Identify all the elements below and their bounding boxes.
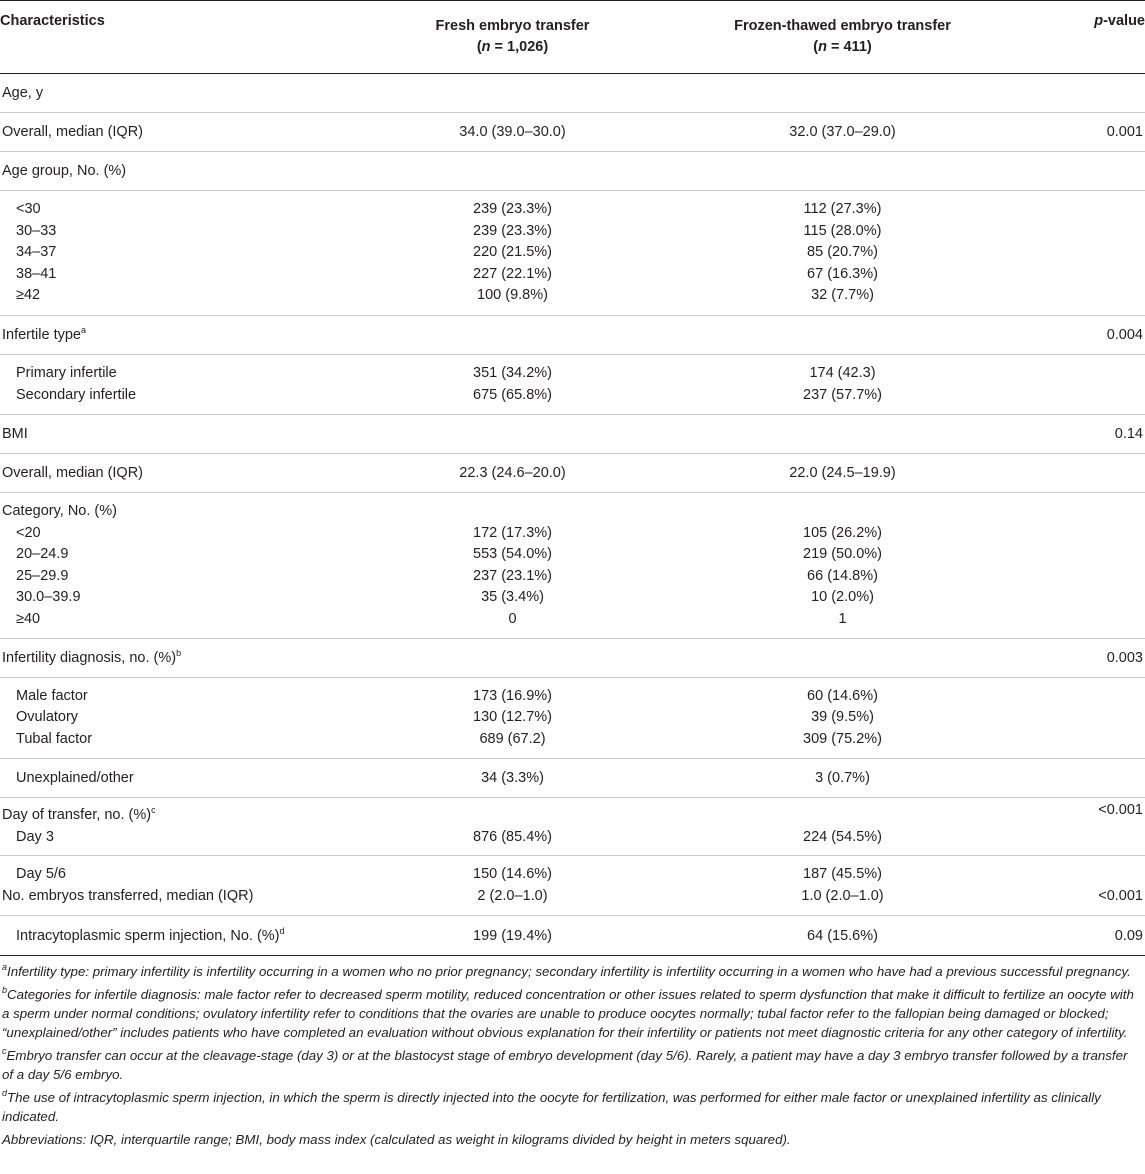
age-overall-p: 0.001	[1015, 113, 1145, 152]
header-fresh-n: (n = 1,026)	[476, 39, 549, 55]
diagnosis-label: Ovulatory	[16, 709, 79, 726]
age-overall-fresh: 34.0 (39.0–30.0)	[355, 113, 670, 152]
table-row	[0, 493, 1145, 639]
table-row	[0, 74, 1145, 113]
infertile-type-label: Primary infertile	[16, 365, 117, 381]
table-row	[0, 113, 1145, 152]
age-group-frozen: 85 (20.7%)	[807, 244, 878, 261]
bmi-category-fresh: 553 (54.0%)	[473, 546, 552, 562]
infertile-type-title: Infertile type	[2, 327, 81, 343]
age-group-label-item: 30–33	[16, 222, 57, 239]
header-fresh-title: Fresh embryo transfer	[435, 18, 590, 34]
footnote-marker: c	[151, 805, 156, 815]
footnote-c: $^c$Embryo transfer can occur at the cleavage-stage (day 3) or at the blastocyst stage of embryo development (day 5/6). Rarely, a patient may have a day 3 embryo transfer followed by a transfer of a day 5/6 embryo.	[2, 1046, 1128, 1082]
diagnosis-fresh: 173 (16.9%)	[473, 687, 552, 704]
bmi-category-frozen: 1	[838, 610, 847, 627]
bmi-category-item: 20–24.9	[16, 546, 69, 562]
bmi-category-item: <20	[16, 524, 41, 541]
transfer-day-p: <0.001	[1015, 798, 1145, 856]
bmi-overall-label: Overall, median (IQR)	[0, 454, 355, 493]
age-group-fresh: 220 (21.5%)	[473, 244, 552, 261]
header-p-value: p-value	[1015, 1, 1145, 74]
embryos-label: No. embryos transferred, median (IQR)	[2, 887, 254, 904]
age-group-fresh: 239 (23.3%)	[473, 201, 552, 218]
icsi-fresh: 199 (19.4%)	[355, 916, 670, 956]
transfer-day56-fresh: 150 (14.6%)	[473, 866, 552, 882]
diagnosis-other-fresh: 34 (3.3%)	[355, 759, 670, 798]
table-row	[0, 916, 1145, 956]
infertile-type-fresh: 675 (65.8%)	[473, 386, 552, 403]
transfer-day3-frozen: 224 (54.5%)	[803, 828, 882, 845]
table-header-row	[0, 1, 1145, 74]
bmi-p: 0.14	[1015, 415, 1145, 454]
bmi-title: BMI	[0, 415, 355, 454]
icsi-frozen: 64 (15.6%)	[670, 916, 1015, 956]
age-group-frozen: 67 (16.3%)	[807, 265, 878, 282]
header-frozen	[670, 1, 1015, 74]
bmi-category-fresh: 35 (3.4%)	[481, 589, 544, 605]
diagnosis-title: Infertility diagnosis, no. (%)	[2, 650, 177, 666]
footnote-d: $^d$The use of intracytoplasmic sperm injection, in which the sperm is directly injected into the oocyte for fertilization, was performed for either male factor or unexplained infertility as clinically indicated.	[2, 1088, 1101, 1124]
age-overall-label: Overall, median (IQR)	[0, 113, 355, 152]
age-group-frozen: 32 (7.7%)	[811, 287, 874, 304]
bmi-overall-fresh: 22.3 (24.6–20.0)	[355, 454, 670, 493]
diagnosis-frozen: 39 (9.5%)	[811, 709, 874, 726]
age-group-label-item: ≥42	[16, 287, 41, 304]
bmi-category-fresh: 172 (17.3%)	[473, 524, 552, 541]
table-row	[0, 152, 1145, 191]
diagnosis-frozen: 60 (14.6%)	[807, 687, 878, 704]
infertile-type-fresh: 351 (34.2%)	[473, 365, 552, 381]
header-characteristics: Characteristics	[0, 1, 355, 74]
table-row	[0, 678, 1145, 759]
header-frozen-title: Frozen-thawed embryo transfer	[734, 18, 951, 34]
bmi-category-item: 25–29.9	[16, 567, 69, 584]
table-row	[0, 798, 1145, 856]
header-frozen-n: (n = 411)	[813, 39, 872, 55]
table-row	[0, 639, 1145, 678]
age-group-frozen: 112 (27.3%)	[803, 201, 882, 218]
embryos-fresh: 2 (2.0–1.0)	[477, 887, 548, 904]
diagnosis-label: Tubal factor	[16, 730, 93, 747]
infertile-type-p: 0.004	[1015, 316, 1145, 355]
transfer-day3-label: Day 3	[16, 828, 54, 845]
diagnosis-fresh: 130 (12.7%)	[473, 709, 552, 726]
footnote-marker: b	[176, 648, 182, 658]
age-group-frozen: 115 (28.0%)	[803, 222, 882, 239]
table-row	[0, 856, 1145, 916]
table-row	[0, 355, 1145, 415]
bmi-category-item: ≥40	[16, 610, 41, 627]
embryos-frozen: 1.0 (2.0–1.0)	[801, 887, 884, 904]
footnote-a: $^a$Infertility type: primary infertility is infertility occurring in a women who no prior pregnancy; secondary infertility is infertility occurring in a women who have had a previous successful pregnancy.	[2, 962, 1131, 979]
infertile-type-frozen: 237 (57.7%)	[803, 386, 882, 403]
table-row	[0, 191, 1145, 316]
bmi-category-fresh: 0	[508, 610, 517, 627]
infertile-type-label: Secondary infertile	[16, 386, 137, 403]
footnote-marker: a	[81, 325, 87, 335]
diagnosis-other-frozen: 3 (0.7%)	[670, 759, 1015, 798]
bmi-category-frozen: 219 (50.0%)	[803, 546, 882, 562]
table-row	[0, 759, 1145, 798]
bmi-category-fresh: 237 (23.1%)	[473, 567, 552, 584]
header-fresh	[355, 1, 670, 74]
icsi-p: 0.09	[1015, 916, 1145, 956]
age-group-label-item: <30	[16, 201, 41, 218]
icsi-label: Intracytoplasmic sperm injection, No. (%)	[16, 927, 280, 944]
infertile-type-frozen: 174 (42.3)	[809, 365, 876, 381]
age-group-fresh: 239 (23.3%)	[473, 222, 552, 239]
age-overall-frozen: 32.0 (37.0–29.0)	[670, 113, 1015, 152]
bmi-category-frozen: 66 (14.8%)	[807, 567, 878, 584]
age-group-fresh: 227 (22.1%)	[473, 265, 552, 282]
age-group-fresh: 100 (9.8%)	[477, 287, 548, 304]
bmi-category-frozen: 10 (2.0%)	[811, 589, 874, 605]
table-footnotes	[0, 956, 1145, 1149]
footnote-b: $^b$Categories for infertile diagnosis: male factor refer to decreased sperm motility, reduced concentration or other issues related to sperm dysfunction that make it difficult to fertilize an oocyte with a sperm under normal conditions; ovulatory infertility refer to conditions that the ovaries are unable to produce oocytes normally; tubal factor refer to the fallopian being damaged or blocked; “unexplained/other” includes patients who have completed an evaluation without obvious explanation for their infertility or patients not meet diagnostic criteria for any other category of infertility.	[2, 985, 1134, 1040]
diagnosis-other-label: Unexplained/other	[0, 759, 355, 798]
transfer-day-title: Day of transfer, no. (%)	[2, 807, 152, 823]
diagnosis-frozen: 309 (75.2%)	[803, 730, 882, 747]
age-group-label-item: 38–41	[16, 265, 57, 282]
diagnosis-p: 0.003	[1015, 639, 1145, 678]
transfer-day3-fresh: 876 (85.4%)	[473, 828, 552, 845]
table-row	[0, 454, 1145, 493]
transfer-day56-label: Day 5/6	[16, 866, 66, 882]
footnote-abbreviations: Abbreviations: IQR, interquartile range; BMI, body mass index (calculated as weight in kilograms divided by height in meters squared).	[2, 1132, 791, 1147]
diagnosis-fresh: 689 (67.2)	[479, 730, 546, 747]
age-group-label-item: 34–37	[16, 244, 57, 261]
age-title: Age, y	[0, 74, 355, 113]
transfer-day56-frozen: 187 (45.5%)	[803, 866, 882, 882]
footnote-marker: d	[279, 925, 285, 936]
embryos-p: <0.001	[1098, 887, 1143, 904]
table-row	[0, 316, 1145, 355]
bmi-category-item: 30.0–39.9	[16, 589, 81, 605]
bmi-category-label: Category, No. (%)	[2, 503, 117, 519]
table-row	[0, 415, 1145, 454]
bmi-category-frozen: 105 (26.2%)	[803, 524, 882, 541]
diagnosis-label: Male factor	[16, 687, 88, 704]
age-group-label: Age group, No. (%)	[0, 152, 355, 191]
bmi-overall-frozen: 22.0 (24.5–19.9)	[670, 454, 1015, 493]
